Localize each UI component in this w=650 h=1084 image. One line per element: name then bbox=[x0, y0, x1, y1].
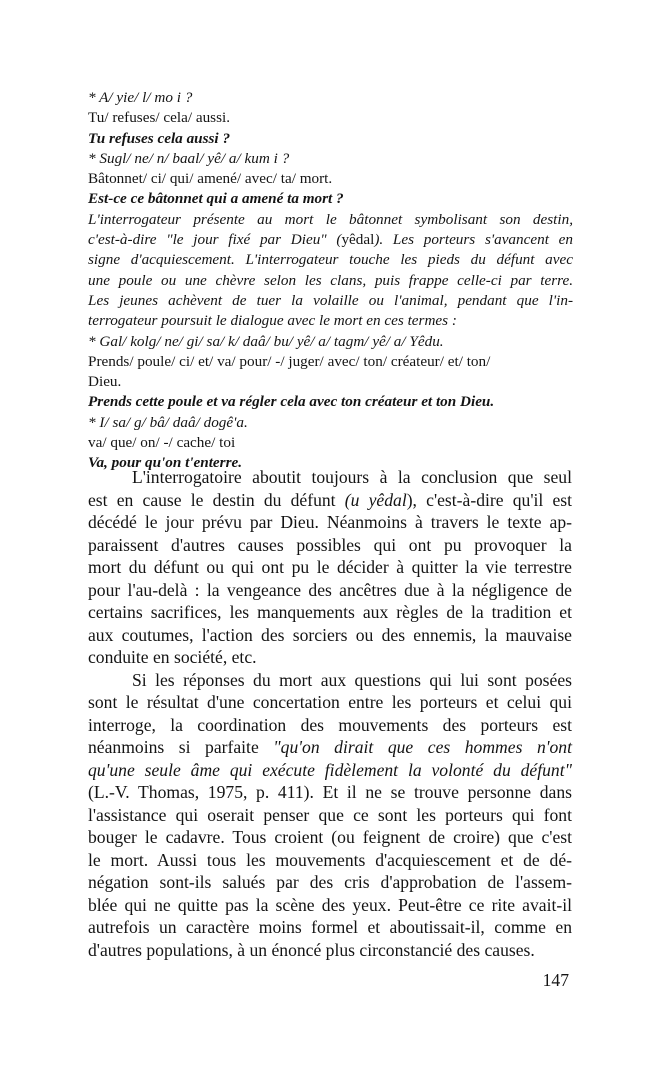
paragraph-line: bouger le cadavre. Tous croient (ou feignent de croire) que c'est bbox=[88, 827, 572, 847]
ritual-description-line: une poule ou une chèvre selon les clans, puis frappe celle-ci par terre. bbox=[88, 271, 573, 289]
paragraph-line: blée qui ne quitte pas la scène des yeux. Peut-être ce rite avait-il bbox=[88, 894, 572, 915]
vernacular-line: * I/ sa/ g/ bâ/ daâ/ dogê'a. bbox=[88, 413, 248, 431]
vernacular-line: * A/ yie/ l/ mo i ? bbox=[88, 89, 193, 106]
translation-line: Va, pour qu'on t'enterre. bbox=[88, 454, 243, 472]
vernacular-term: yêdal bbox=[341, 231, 375, 249]
body-segment: néanmoins si parfaite bbox=[88, 737, 274, 757]
gloss-line: Dieu. bbox=[88, 373, 122, 391]
paragraph-line: Si les réponses du mort aux questions qui lui sont posées bbox=[132, 669, 572, 690]
ritual-text: c'est-à-dire "le jour fixé par Dieu" ( bbox=[88, 231, 342, 249]
paragraph-line: autrefois un caractère moins formel et aboutissait-il, comme en bbox=[88, 917, 572, 937]
paragraph-line: aux coutumes, l'action des sorciers ou des ennemis, la mauvaise bbox=[88, 624, 572, 645]
paragraph-line: mort du défunt ou qui ont pu le décider à quitter la vie terrestre bbox=[88, 557, 572, 577]
gloss-line: Tu/ refuses/ cela/ aussi. bbox=[88, 109, 231, 127]
paragraph-line: interroge, la coordination des mouvements des porteurs est bbox=[88, 714, 572, 735]
gloss-line: Prends/ poule/ ci/ et/ va/ pour/ -/ juger/ avec/ ton/ créateur/ et/ ton/ bbox=[88, 352, 491, 370]
paragraph-line: certains sacrifices, les manquements aux règles de la tradition et bbox=[88, 602, 572, 622]
paragraph-line bbox=[88, 489, 572, 512]
paragraph-line: paraissent d'autres causes possibles qui ont pu provoquer la bbox=[88, 534, 572, 555]
translation-line: Prends cette poule et va régler cela avec ton créateur et ton Dieu. bbox=[88, 393, 495, 411]
quotation-line: qu'une seule âme qui exécute fidèlement la volonté du défunt" bbox=[88, 759, 572, 780]
quotation: "qu'on dirait que ces hommes n'ont bbox=[273, 737, 572, 757]
translation-line: Tu refuses cela aussi ? bbox=[88, 129, 231, 147]
gloss-line: va/ que/ on/ -/ cache/ toi bbox=[88, 434, 236, 452]
body-segment: est en cause le destin du défunt bbox=[88, 489, 345, 510]
paragraph-line: pour l'au-delà : la vengeance des ancêtres due à la négligence de bbox=[88, 579, 572, 600]
paragraph-line bbox=[88, 736, 572, 759]
paragraph-line: le mort. Aussi tous les mouvements d'acquiescement et de dé- bbox=[88, 849, 572, 870]
body-segment: ), c'est-à-dire qu'il est bbox=[406, 489, 572, 510]
paragraph-line: (L.-V. Thomas, 1975, p. 411). Et il ne se trouve personne dans bbox=[88, 782, 572, 802]
ritual-description-line: L'interrogateur présente au mort le bâtonnet symbolisant son destin, bbox=[88, 210, 573, 228]
gloss-line: Bâtonnet/ ci/ qui/ amené/ avec/ ta/ mort. bbox=[88, 170, 333, 188]
ritual-description-line bbox=[88, 230, 573, 250]
page-number: 147 bbox=[542, 970, 569, 990]
translation-line: Est-ce ce bâtonnet qui a amené ta mort ? bbox=[88, 190, 344, 208]
paragraph-line: négation sont-ils salués par des cris d'approbation de l'assem- bbox=[88, 872, 572, 892]
paragraph-line: L'interrogatoire aboutit toujours à la conclusion que seul bbox=[132, 467, 572, 487]
ritual-description-line: signe d'acquiescement. L'interrogateur touche les pieds du défunt avec bbox=[88, 251, 573, 269]
ritual-description-line: terrogateur poursuit le dialogue avec le mort en ces termes : bbox=[88, 312, 457, 330]
paragraph-line: décédé le jour prévu par Dieu. Néanmoins à travers le texte ap- bbox=[88, 512, 572, 532]
vernacular-line: * Gal/ kolg/ ne/ gi/ sa/ k/ daâ/ bu/ yê/ a/ tagm/ yê/ a/ Yêdu. bbox=[88, 332, 444, 350]
vernacular-term: (u yêdal bbox=[344, 489, 407, 510]
paragraph-line: sont le résultat d'une concertation entre les porteurs et celui qui bbox=[88, 692, 572, 712]
ritual-description-line: Les jeunes achèvent de tuer la volaille ou l'animal, pendant que l'in- bbox=[88, 291, 573, 309]
paragraph-line: conduite en société, etc. bbox=[88, 647, 257, 667]
dialogue-transcript bbox=[88, 88, 573, 474]
paragraph-line: l'assistance qui oserait penser que ce sont les porteurs qui font bbox=[88, 804, 572, 825]
vernacular-line: * Sugl/ ne/ n/ baal/ yê/ a/ kum i ? bbox=[88, 149, 290, 167]
paragraph-line: d'autres populations, à un énoncé plus circonstancié des causes. bbox=[88, 939, 535, 960]
body-text bbox=[88, 466, 572, 961]
ritual-text: ). Les porteurs s'avancent en bbox=[374, 231, 573, 249]
